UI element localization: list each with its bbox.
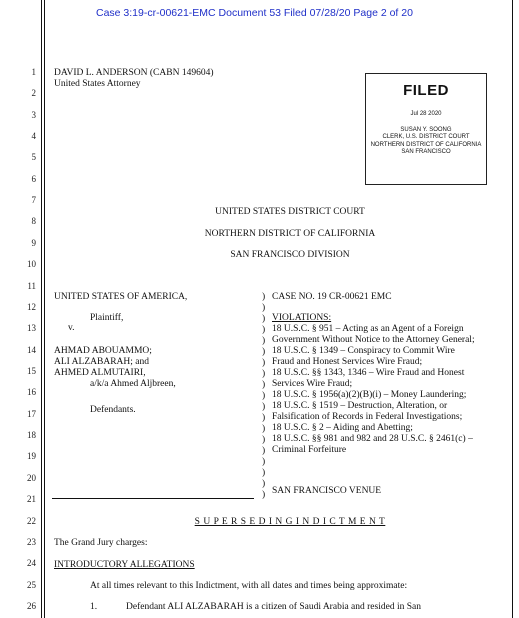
line-number: 16	[27, 387, 36, 397]
line-number: 25	[27, 580, 36, 590]
indictment-title: S U P E R S E D I N G I N D I C T M E N T	[194, 517, 386, 527]
court-name: UNITED STATES DISTRICT COURT	[215, 207, 365, 217]
line-number: 6	[31, 174, 36, 184]
line-number: 17	[27, 409, 36, 419]
section-heading: INTRODUCTORY ALLEGATIONS	[54, 560, 195, 570]
defendants-role: Defendants.	[90, 405, 136, 415]
line-number: 13	[27, 323, 36, 333]
defendant-aka: a/k/a Ahmed Aljbreen,	[90, 379, 176, 389]
court-district: NORTHERN DISTRICT OF CALIFORNIA	[204, 229, 376, 239]
violation-line: Criminal Forfeiture	[272, 445, 347, 455]
intro-paragraph: At all times relevant to this Indictment, with all dates and times being approximate:	[90, 581, 408, 591]
line-number: 9	[31, 238, 36, 248]
line-number: 4	[31, 131, 36, 141]
clerk-district: NORTHERN DISTRICT OF CALIFORNIA	[370, 141, 482, 148]
violation-line: 18 U.S.C. §§ 1343, 1346 – Wire Fraud and Honest	[272, 368, 465, 378]
line-number: 3	[31, 110, 36, 120]
paragraph-text: Defendant ALI ALZABARAH is a citizen of Saudi Arabia and resided in San	[126, 602, 421, 612]
violation-line: 18 U.S.C. §§ 981 and 982 and 28 U.S.C. § 2461(c) –	[272, 434, 473, 444]
line-number: 23	[27, 537, 36, 547]
margin-rule-left	[41, 0, 42, 618]
line-number: 10	[27, 259, 36, 269]
line-number: 22	[27, 516, 36, 526]
line-number: 2	[31, 88, 36, 98]
defendant-name: ALI ALZABARAH; and	[54, 357, 149, 367]
line-number: 20	[27, 473, 36, 483]
filed-stamp	[365, 73, 487, 185]
line-number: 14	[27, 345, 36, 355]
violation-line: Government Without Notice to the Attorney General;	[272, 335, 475, 345]
line-number: 12	[27, 302, 36, 312]
line-number: 15	[27, 366, 36, 376]
clerk-title: CLERK, U.S. DISTRICT COURT	[382, 134, 470, 140]
violation-line: Fraud and Honest Services Wire Fraud;	[272, 357, 423, 367]
line-number: 19	[27, 451, 36, 461]
filed-title: FILED	[403, 82, 449, 99]
court-division: SAN FRANCISCO DIVISION	[230, 250, 350, 260]
violations-heading: VIOLATIONS:	[272, 313, 332, 323]
defendant-name: AHMED ALMUTAIRI,	[54, 368, 146, 378]
venue: SAN FRANCISCO VENUE	[272, 486, 382, 496]
violation-line: 18 U.S.C. § 1349 – Conspiracy to Commit Wire	[272, 346, 455, 356]
versus: v.	[68, 323, 75, 333]
case-number: CASE NO. 19 CR-00621 EMC	[272, 292, 392, 302]
line-number: 11	[27, 281, 36, 291]
clerk-name: SUSAN Y. SOONG	[400, 126, 452, 133]
caption-parentheses: ) ) ) ) ) ) ) ) ) ) ) ) ) ) ) ) ) ) )	[262, 292, 266, 500]
case-header: Case 3:19-cr-00621-EMC Document 53 Filed 07/28/20 Page 2 of 20	[96, 7, 413, 19]
margin-rule-left-inner	[44, 0, 45, 618]
caption-rule	[52, 498, 254, 499]
grand-jury-charges: The Grand Jury charges:	[54, 538, 148, 548]
line-number: 8	[31, 216, 36, 226]
violation-line: 18 U.S.C. § 2 – Aiding and Abetting;	[272, 423, 413, 433]
plaintiff-role: Plaintiff,	[90, 313, 124, 323]
line-number: 7	[31, 195, 36, 205]
plaintiff-name: UNITED STATES OF AMERICA,	[54, 292, 188, 302]
line-number: 5	[31, 152, 36, 162]
attorney-name: DAVID L. ANDERSON (CABN 149604)	[54, 68, 214, 78]
margin-rule-right	[512, 0, 513, 618]
paragraph-number: 1.	[90, 602, 98, 612]
line-number: 26	[27, 601, 36, 611]
line-number: 21	[27, 494, 36, 504]
defendant-name: AHMAD ABOUAMMO;	[54, 346, 152, 356]
violation-line: 18 U.S.C. § 1956(a)(2)(B)(i) – Money Laundering;	[272, 390, 467, 400]
violation-line: Services Wire Fraud;	[272, 379, 353, 389]
attorney-title: United States Attorney	[54, 79, 141, 89]
violation-line: 18 U.S.C. § 1519 – Destruction, Alteration, or	[272, 401, 448, 411]
clerk-city: SAN FRANCISCO	[401, 149, 451, 155]
line-number: 1	[31, 67, 36, 77]
filed-date: Jul 28 2020	[410, 111, 442, 117]
violation-line: Falsification of Records in Federal Investigations;	[272, 412, 463, 422]
violation-line: 18 U.S.C. § 951 – Acting as an Agent of a Foreign	[272, 324, 464, 334]
line-number: 24	[27, 558, 36, 568]
line-number: 18	[27, 430, 36, 440]
